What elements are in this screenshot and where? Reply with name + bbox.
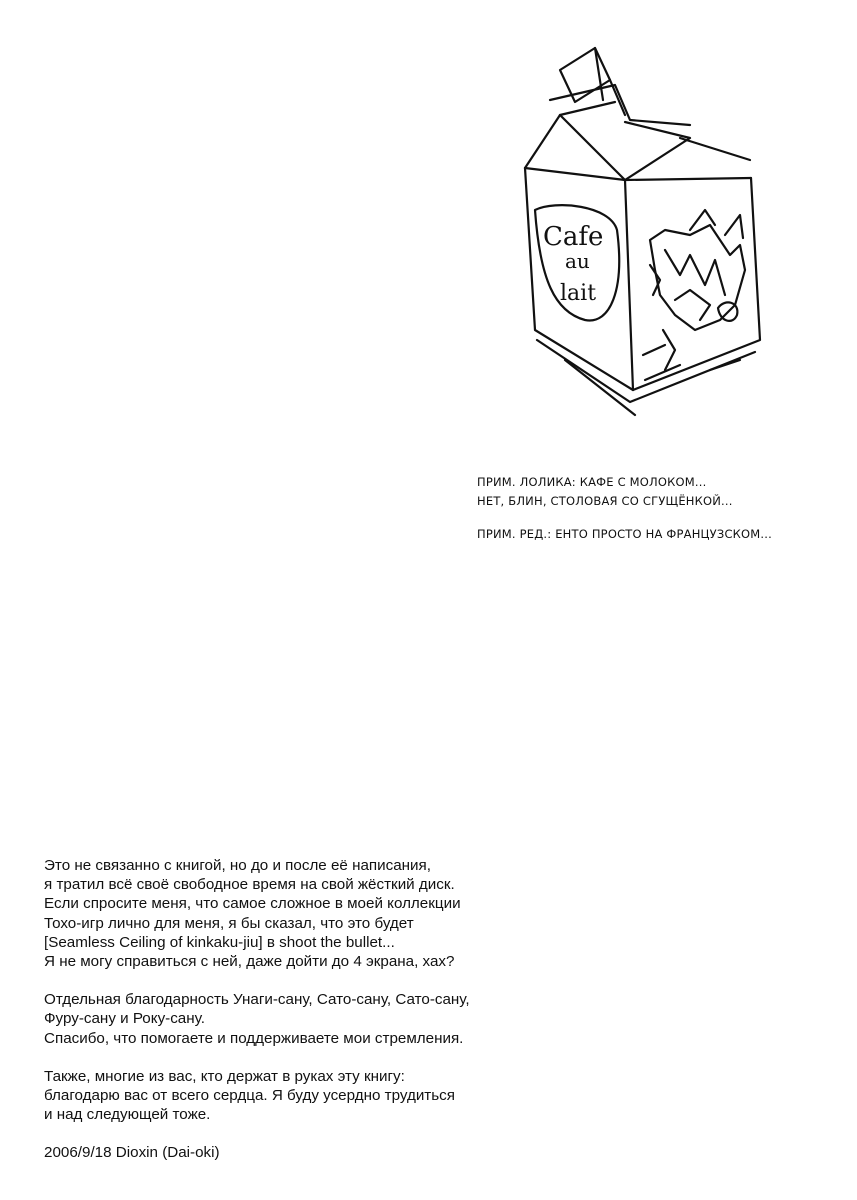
text-line: Если спросите меня, что самое сложное в моей коллекции [44,895,461,913]
carton-label-line-1: Cafe [543,222,604,252]
text-line: Тохо-игр лично для меня, я бы сказал, что это будет [44,914,414,932]
text-line: Я не могу справиться с ней, даже дойти до 4 экрана, хах? [44,953,455,971]
milk-carton-sketch-icon [515,40,775,430]
note-editor [477,525,847,544]
afterword-paragraph-1 [44,856,824,971]
note-line: НЕТ, БЛИН, СТОЛОВАЯ СО СГУЩЁНКОЙ... [477,494,733,508]
text-line: [Seamless Ceiling of kinkaku-jiu] в shoot the bullet... [44,933,395,951]
signature: 2006/9/18 Dioxin (Dai-oki) [44,1144,220,1162]
text-line: благодарю вас от всего сердца. Я буду усердно трудиться [44,1087,455,1105]
milk-carton-illustration [515,40,775,430]
text-line: Это не связанно с книгой, но до и после её написания, [44,857,431,874]
afterword-paragraph-2 [44,990,824,1048]
text-line: Также, многие из вас, кто держат в руках эту книгу: [44,1067,405,1085]
carton-label-line-2: au [565,249,590,273]
text-line: Отдельная благодарность Унаги-сану, Сато-сану, Сато-сану, [44,991,470,1009]
note-line: ПРИМ. ЛОЛИКА: КАФЕ С МОЛОКОМ... [477,475,707,489]
afterword-text [44,856,824,1163]
text-line: я тратил всё своё свободное время на свой жёсткий диск. [44,876,455,894]
text-line: Фуру-сану и Року-сану. [44,1010,205,1028]
text-line: и над следующей тоже. [44,1106,211,1124]
note-lolik [477,473,847,511]
text-line: Спасибо, что помогаете и поддерживаете мои стремления. [44,1029,464,1047]
note-line: ПРИМ. РЕД.: ЕНТО ПРОСТО НА ФРАНЦУЗСКОМ... [477,527,772,541]
carton-label-line-3: lait [560,281,597,306]
translator-notes [477,473,847,544]
afterword-paragraph-3 [44,1067,824,1125]
